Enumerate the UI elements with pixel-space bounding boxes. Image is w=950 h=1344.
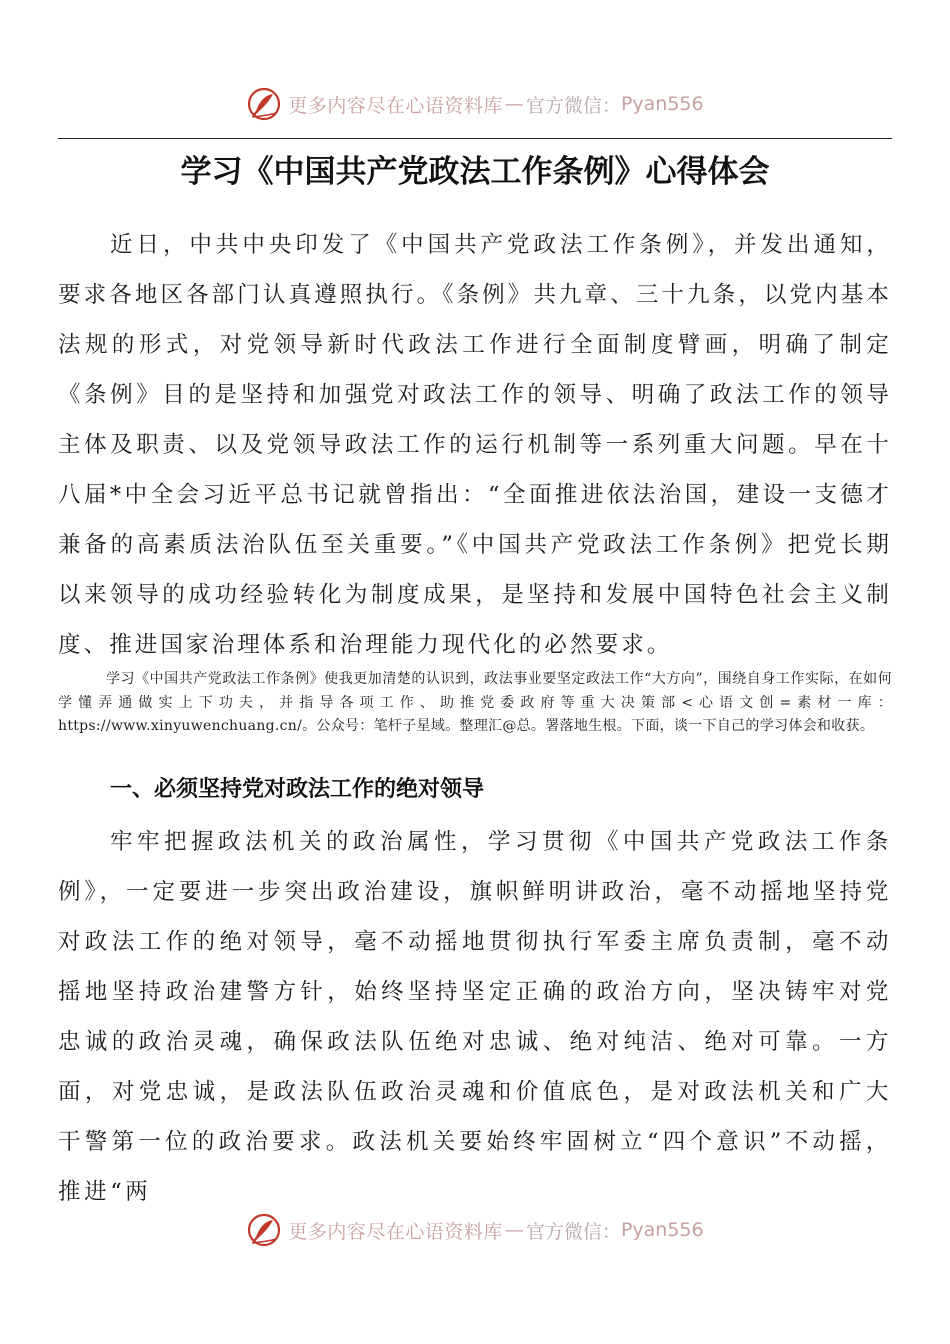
watermark-text: 更多内容尽在心语资料库 bbox=[288, 1220, 503, 1243]
note-paragraph: 学习《中国共产党政法工作条例》使我更加清楚的认识到，政法事业要坚定政法工作“大方向”，围绕自身工作实际，在如何学懂弄通做实上下功夫，并指导各项工作、助推党委政府等重大决策部<心语文创=素材一库：https://www.xinyuwenchuang.cn/。公众号：笔杆子星域。整理汇@总。署落地生根。下面，谈一下自己的学习体会和收获。 bbox=[58, 671, 892, 734]
intro-paragraph: 近日，中共中央印发了《中国共产党政法工作条例》，并发出通知，要求各地区各部门认真遵照执行。《条例》共九章、三十九条，以党内基本法规的形式，对党领导新时代政法工作进行全面制度臂画，明确了制定《条例》目的是坚持和加强党对政法工作的领导、明确了政法工作的领导主体及职责、以及党领导政法工作的运行机制等一系列重大问题。早在十八届*中全会习近平总书记就曾指出：“全面推进依法治国，建设一支德才兼备的高素质法治队伍至关重要。”《中国共产党政法工作条例》把党长期以来领导的成功经验转化为制度成果，是坚持和发展中国特色社会主义制度、推进国家治理体系和治理能力现代化的必然要求。 bbox=[58, 232, 892, 658]
pen-logo-icon bbox=[246, 1212, 282, 1248]
watermark-label: 官方微信： bbox=[525, 1220, 621, 1243]
watermark-text: 更多内容尽在心语资料库 bbox=[288, 94, 503, 117]
watermark-label: 官方微信： bbox=[525, 94, 621, 117]
section-1-paragraph: 牢牢把握政法机关的政治属性，学习贯彻《中国共产党政法工作条例》，一定要进一步突出政治建设，旗帜鲜明讲政治，毫不动摇地坚持党对政法工作的绝对领导，毫不动摇地贯彻执行军委主席负责制，毫不动摇地坚持政治建警方针，始终坚持坚定正确的政治方向，坚决铸牢对党忠诚的政治灵魂，确保政法队伍绝对忠诚、绝对纯洁、绝对可靠。一方面，对党忠诚，是政法队伍政治灵魂和价值底色，是对政法机关和广大干警第一位的政治要求。政法机关要始终牢固树立“四个意识”不动摇，推进“两 bbox=[58, 829, 892, 1205]
watermark-account: Pyan556 bbox=[620, 1219, 704, 1241]
header-watermark bbox=[0, 84, 950, 124]
document-title: 学习《中国共产党政法工作条例》心得体会 bbox=[180, 154, 770, 190]
watermark-dash: — bbox=[504, 93, 524, 115]
watermark-dash: — bbox=[504, 1219, 524, 1241]
pen-logo-icon bbox=[246, 86, 282, 122]
watermark-account: Pyan556 bbox=[620, 93, 704, 115]
header-divider bbox=[58, 138, 892, 139]
section-heading-1: 一、必须坚持党对政法工作的绝对领导 bbox=[110, 777, 485, 802]
footer-watermark bbox=[0, 1210, 950, 1250]
